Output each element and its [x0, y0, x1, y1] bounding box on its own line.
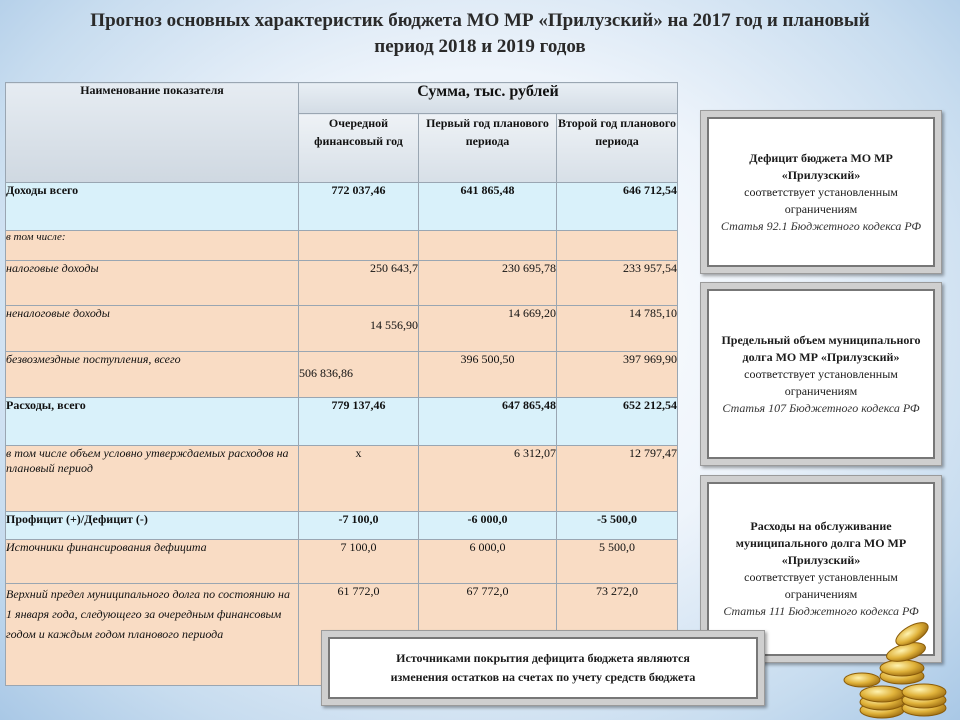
table-row: [6, 306, 678, 352]
cell-value: 7 100,0: [299, 540, 419, 584]
row-label-tax-income: налоговые доходы: [6, 261, 299, 306]
cell-value: 772 037,46: [299, 183, 419, 231]
info-box-text: соответствует установленным ограничениям: [744, 366, 898, 398]
table-row: [6, 398, 678, 446]
cell-value: [419, 231, 557, 261]
cell-value: 6 000,0: [419, 540, 557, 584]
cell-value: -5 500,0: [557, 512, 678, 540]
cell-value: 61 772,0: [299, 584, 419, 686]
page-title-line-2: период 2018 и 2019 годов: [374, 36, 586, 57]
cell-value: 14 556,90: [299, 306, 419, 352]
cell-value: 233 957,54: [557, 261, 678, 306]
row-label-conditional-expenses: в том числе объем условно утверждаемых расходов на плановый период: [6, 446, 299, 512]
header-first-plan-year: Первый год планового периода: [419, 114, 557, 183]
row-label-surplus-deficit: Профицит (+)/Дефицит (-): [6, 512, 299, 540]
info-box-reference: Статья 107 Бюджетного кодекса РФ: [722, 400, 920, 415]
cell-value: 14 785,10: [557, 306, 678, 352]
info-box-deficit: [700, 110, 942, 274]
header-second-plan-year: Второй год планового периода: [557, 114, 678, 183]
gold-coins-icon: [842, 612, 960, 720]
header-current-year: Очередной финансовый год: [299, 114, 419, 183]
cell-value: 641 865,48: [419, 183, 557, 231]
info-box-title: Дефицит бюджета МО МР «Прилузский»: [749, 150, 893, 182]
table-row: [6, 540, 678, 584]
note-line-1: Источниками покрытия дефицита бюджета являются: [396, 651, 690, 665]
info-box-text: соответствует установленным ограничениям: [744, 184, 898, 216]
cell-value: 5 500,0: [557, 540, 678, 584]
cell-value: 779 137,46: [299, 398, 419, 446]
row-label-income-total: Доходы всего: [6, 183, 299, 231]
budget-table: [5, 82, 678, 686]
cell-value: [557, 231, 678, 261]
row-label-deficit-sources: Источники финансирования дефицита: [6, 540, 299, 584]
cell-value: [299, 231, 419, 261]
info-box-title: Расходы на обслуживание муниципального долга МО МР «Прилузский»: [735, 519, 907, 567]
table-row: [6, 183, 678, 231]
table-row: [6, 231, 678, 261]
info-box-text: соответствует установленным ограничениям: [744, 570, 898, 601]
page-title: [0, 8, 960, 60]
cell-value: 396 500,50: [419, 352, 557, 398]
cell-value: 647 865,48: [419, 398, 557, 446]
page-title-line-1: Прогноз основных характеристик бюджета МО МР «Прилузский» на 2017 год и плановый: [90, 10, 870, 31]
cell-value: 250 643,7: [299, 261, 419, 306]
cell-value: -7 100,0: [299, 512, 419, 540]
cell-value: -6 000,0: [419, 512, 557, 540]
cell-value: 6 312,07: [419, 446, 557, 512]
info-box-reference: Статья 92.1 Бюджетного кодекса РФ: [720, 218, 922, 233]
table-row: [6, 261, 678, 306]
row-label-non-tax-income: неналоговые доходы: [6, 306, 299, 352]
table-row: [6, 512, 678, 540]
info-box-reference: Статья 111 Бюджетного кодекса РФ: [723, 604, 919, 618]
cell-value: 652 212,54: [557, 398, 678, 446]
cell-value: 646 712,54: [557, 183, 678, 231]
row-label-grants: безвозмездные поступления, всего: [6, 352, 299, 398]
header-indicator-name: Наименование показателя: [6, 83, 299, 183]
header-sum: Сумма, тыс. рублей: [299, 83, 678, 114]
cell-value: х: [299, 446, 419, 512]
deficit-sources-note: [321, 630, 765, 706]
cell-value: 230 695,78: [419, 261, 557, 306]
row-label-including: в том числе:: [6, 231, 299, 261]
table-row: [6, 352, 678, 398]
row-label-debt-limit: Верхний предел муниципального долга по состоянию на 1 января года, следующего за очередным финансовым годом и каждым годом планового периода: [6, 584, 299, 686]
cell-value: 67 772,0: [419, 584, 557, 686]
cell-value: 73 272,0: [557, 584, 678, 686]
info-box-title: Предельный объем муниципального долга МО МР «Прилузский»: [721, 332, 921, 364]
cell-value: 12 797,47: [557, 446, 678, 512]
cell-value: 506 836,86: [299, 352, 419, 398]
row-label-expenses-total: Расходы, всего: [6, 398, 299, 446]
note-line-2: изменения остатков на счетах по учету средств бюджета: [390, 670, 696, 684]
info-box-debt-limit: [700, 282, 942, 466]
cell-value: 397 969,90: [557, 352, 678, 398]
table-row: [6, 446, 678, 512]
cell-value: 14 669,20: [419, 306, 557, 352]
